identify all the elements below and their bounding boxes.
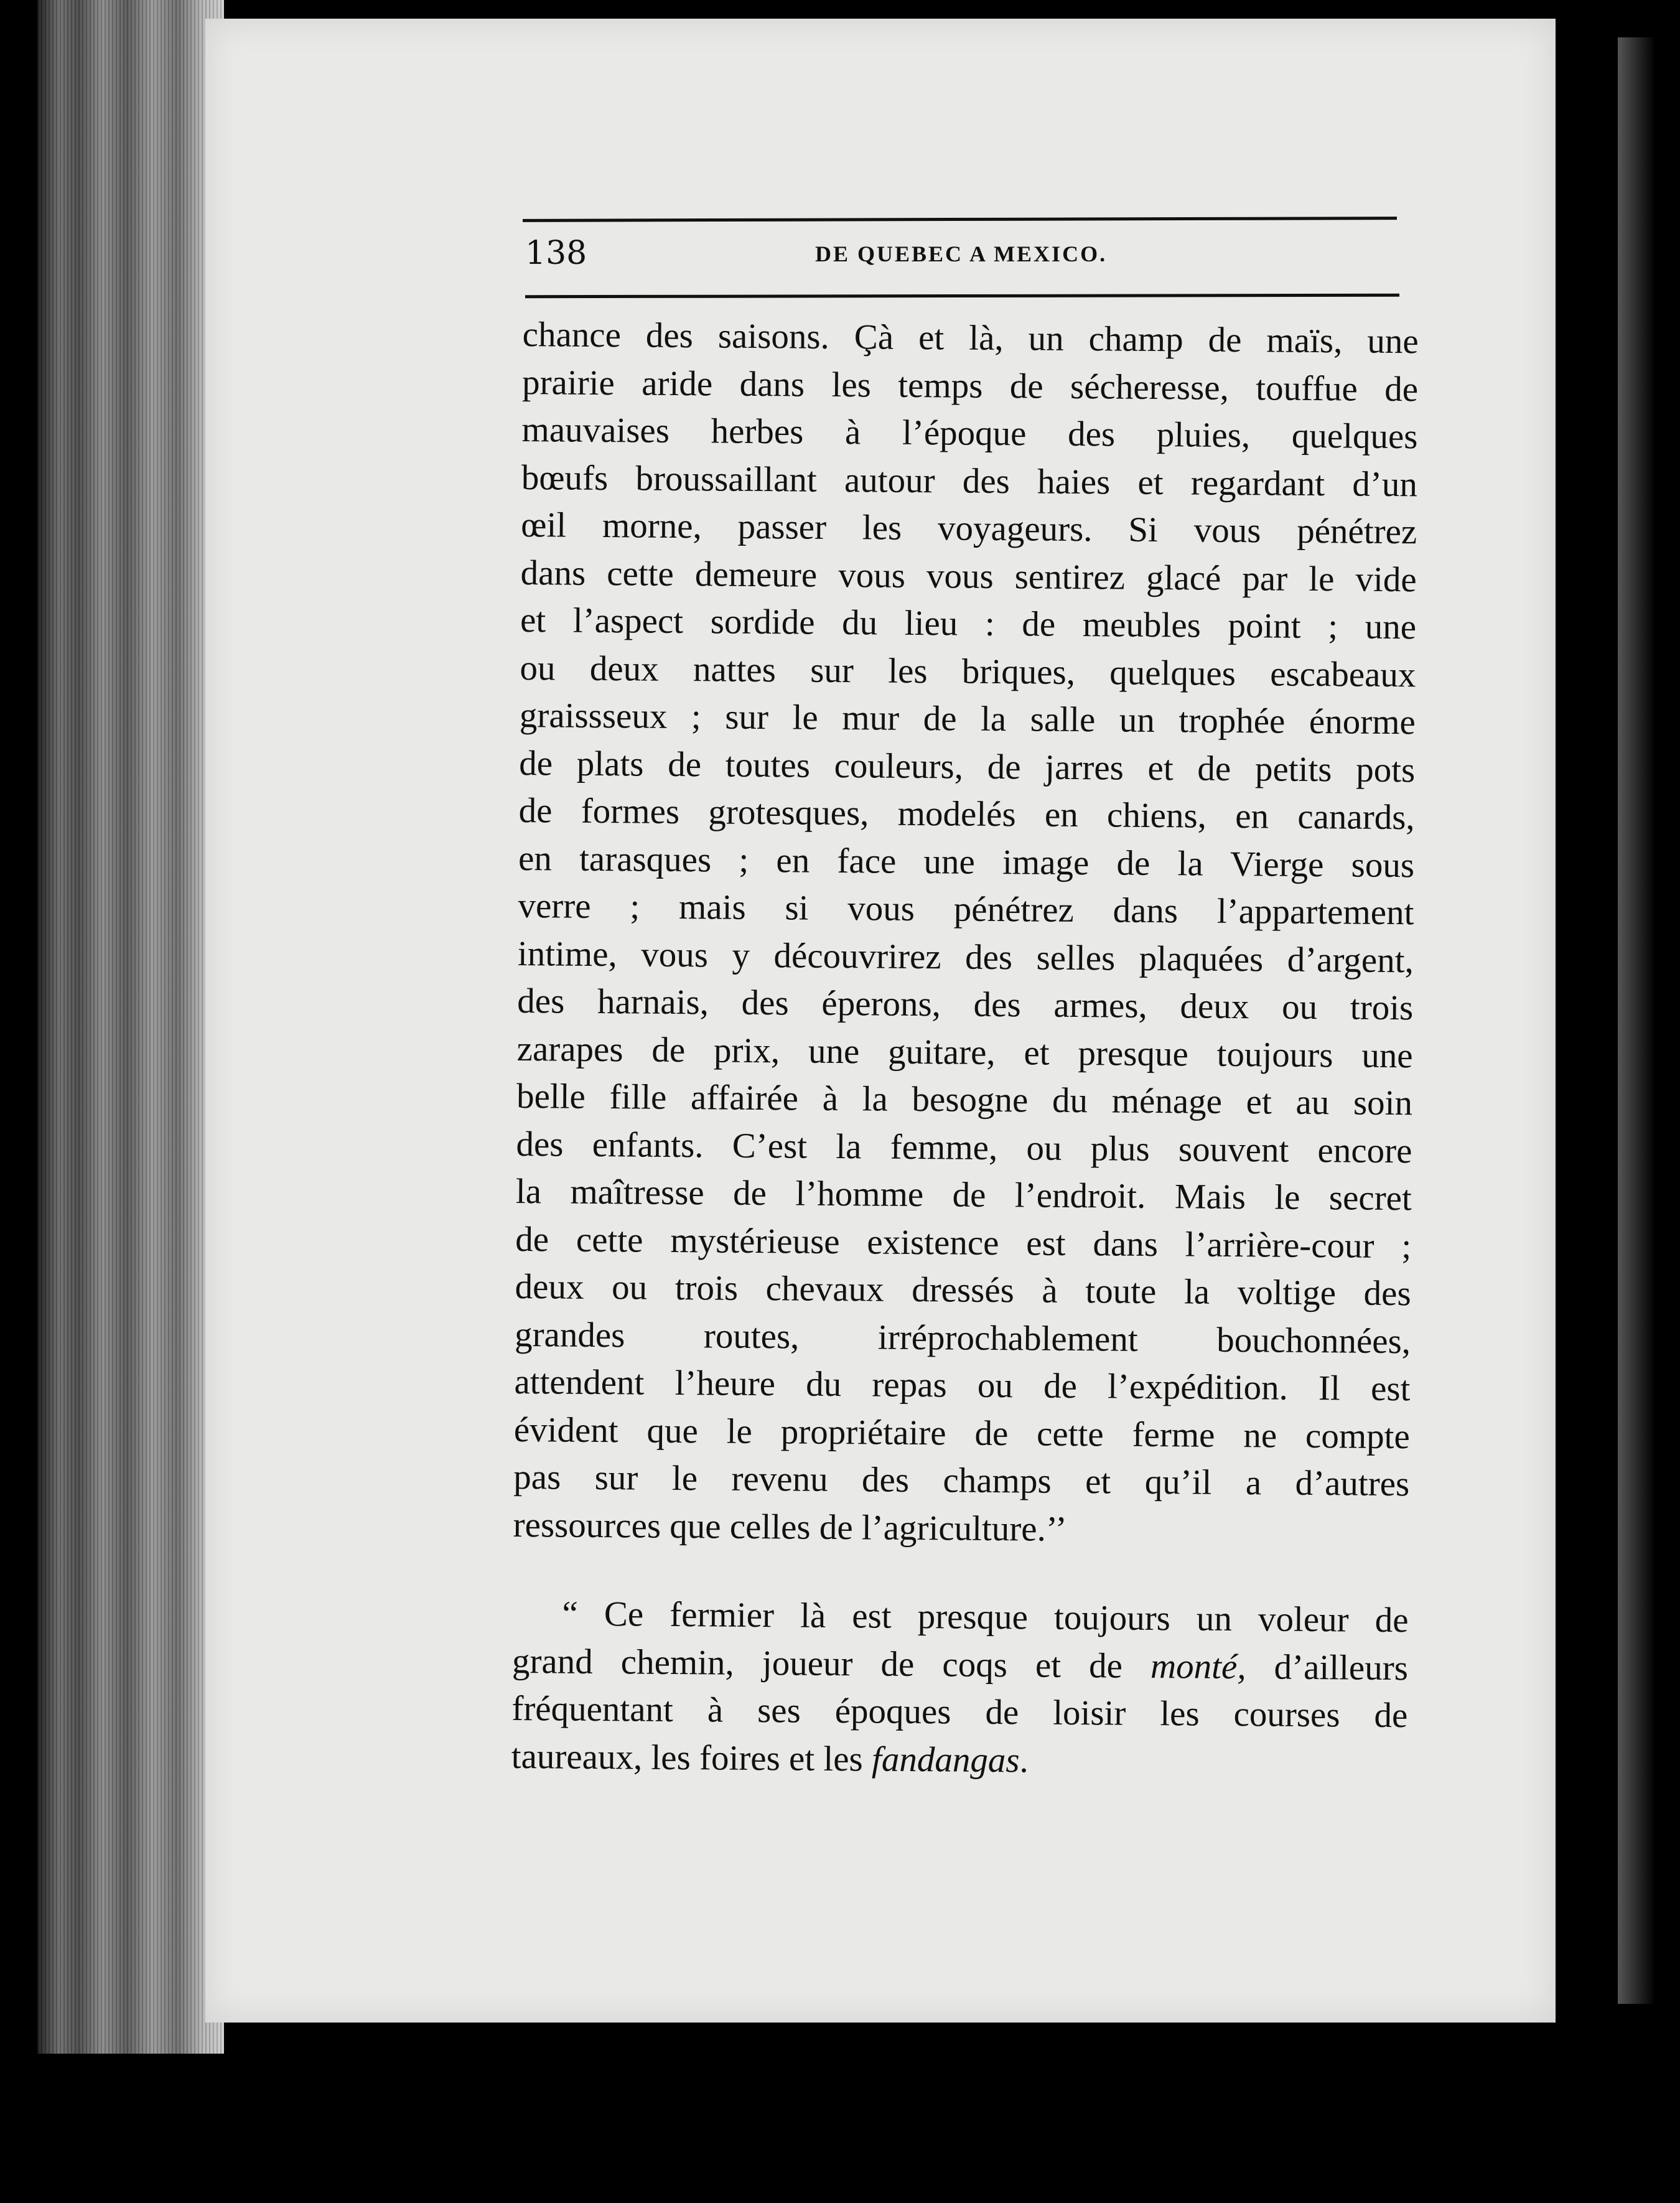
text-line: ressources que celles de l’agriculture.’’ [513, 1505, 1067, 1549]
page-number: 138 [525, 235, 587, 272]
italic-word: fandangas [871, 1739, 1020, 1780]
right-dark-margin [1556, 0, 1680, 2203]
text-line: de plats de toutes couleurs, de jarres et de petits pots [519, 743, 1416, 790]
text-line: belle fille affairée à la besogne du ménage et au soin [516, 1076, 1413, 1123]
text-line: ou deux nattes sur les briques, quelques escabeaux [520, 648, 1416, 695]
italic-word: monté, [1150, 1646, 1246, 1686]
page-content [511, 218, 1419, 1780]
paragraph-1 [513, 311, 1419, 1556]
text-line [512, 1637, 1409, 1692]
text-line: chance des saisons. Çà et là, un champ de maïs, une [522, 314, 1419, 362]
text-line: œil morne, passer les voyageurs. Si vous pénétrez [521, 505, 1417, 552]
page-header [523, 221, 1419, 294]
text-span: d’ailleurs [1246, 1647, 1409, 1688]
text-line: “ Ce fermier là est presque toujours un voleur de [562, 1594, 1409, 1640]
text-span: grand chemin, joueur de coqs et de [511, 1641, 1151, 1686]
book-page-edges [37, 0, 224, 2054]
paragraph-2 [511, 1590, 1408, 1787]
text-line: des harnais, des éperons, des armes, deux ou trois [517, 981, 1414, 1028]
text-line: la maîtresse de l’homme de l’endroit. Mais le secret [515, 1171, 1412, 1218]
text-line: et l’aspect sordide du lieu : de meubles point ; une [520, 600, 1417, 647]
text-line: pas sur le revenu des champs et qu’il a d’autres [513, 1457, 1410, 1504]
text-line: deux ou trois chevaux dressés à toute la voltige des [515, 1266, 1411, 1314]
text-line: prairie aride dans les temps de sécheresse, touffue de [521, 362, 1419, 409]
text-line: de formes grotesques, modelés en chiens, en canards, [518, 790, 1415, 838]
text-line: dans cette demeure vous vous sentirez glacé par le vide [520, 553, 1417, 599]
text-line: en tarasques ; en face une image de la Vierge sous [518, 838, 1415, 885]
text-line: mauvaises herbes à l’époque des pluies, quelques [521, 409, 1418, 457]
text-line: des enfants. C’est la femme, ou plus souvent encore [516, 1124, 1412, 1171]
text-line: fréquentant à ses époques de loisir les courses de [511, 1688, 1408, 1736]
paragraph-gap [513, 1549, 1409, 1597]
text-line: intime, vous y découvrirez des selles plaquées d’argent, [517, 933, 1414, 980]
text-line: évident que le propriétaire de cette ferme ne compte [513, 1410, 1411, 1456]
running-title: DE QUEBEC A MEXICO. [815, 241, 1108, 266]
text-line: graissseux ; sur le mur de la salle un trophée énorme [519, 695, 1416, 742]
header-rule-bottom [525, 294, 1399, 298]
text-line: zarapes de prix, une guitare, et presque toujours une [516, 1029, 1413, 1075]
body-text [511, 311, 1418, 1787]
text-line [511, 1733, 1407, 1787]
next-page-sliver [1618, 37, 1655, 2004]
text-line: bœufs broussaillant autour des haies et regardant d’un [521, 457, 1418, 504]
book-page [205, 19, 1556, 2023]
text-span: taureaux, les foires et les [511, 1736, 872, 1779]
text-line: verre ; mais si vous pénétrez dans l’appartement [518, 886, 1414, 933]
text-line: attendent l’heure du repas ou de l’expédition. Il est [514, 1362, 1411, 1409]
text-span: . [1019, 1740, 1029, 1780]
text-line: de cette mystérieuse existence est dans l’arrière-cour ; [515, 1219, 1412, 1266]
text-line: grandes routes, irréprochablement bouchonnées, [514, 1314, 1411, 1361]
